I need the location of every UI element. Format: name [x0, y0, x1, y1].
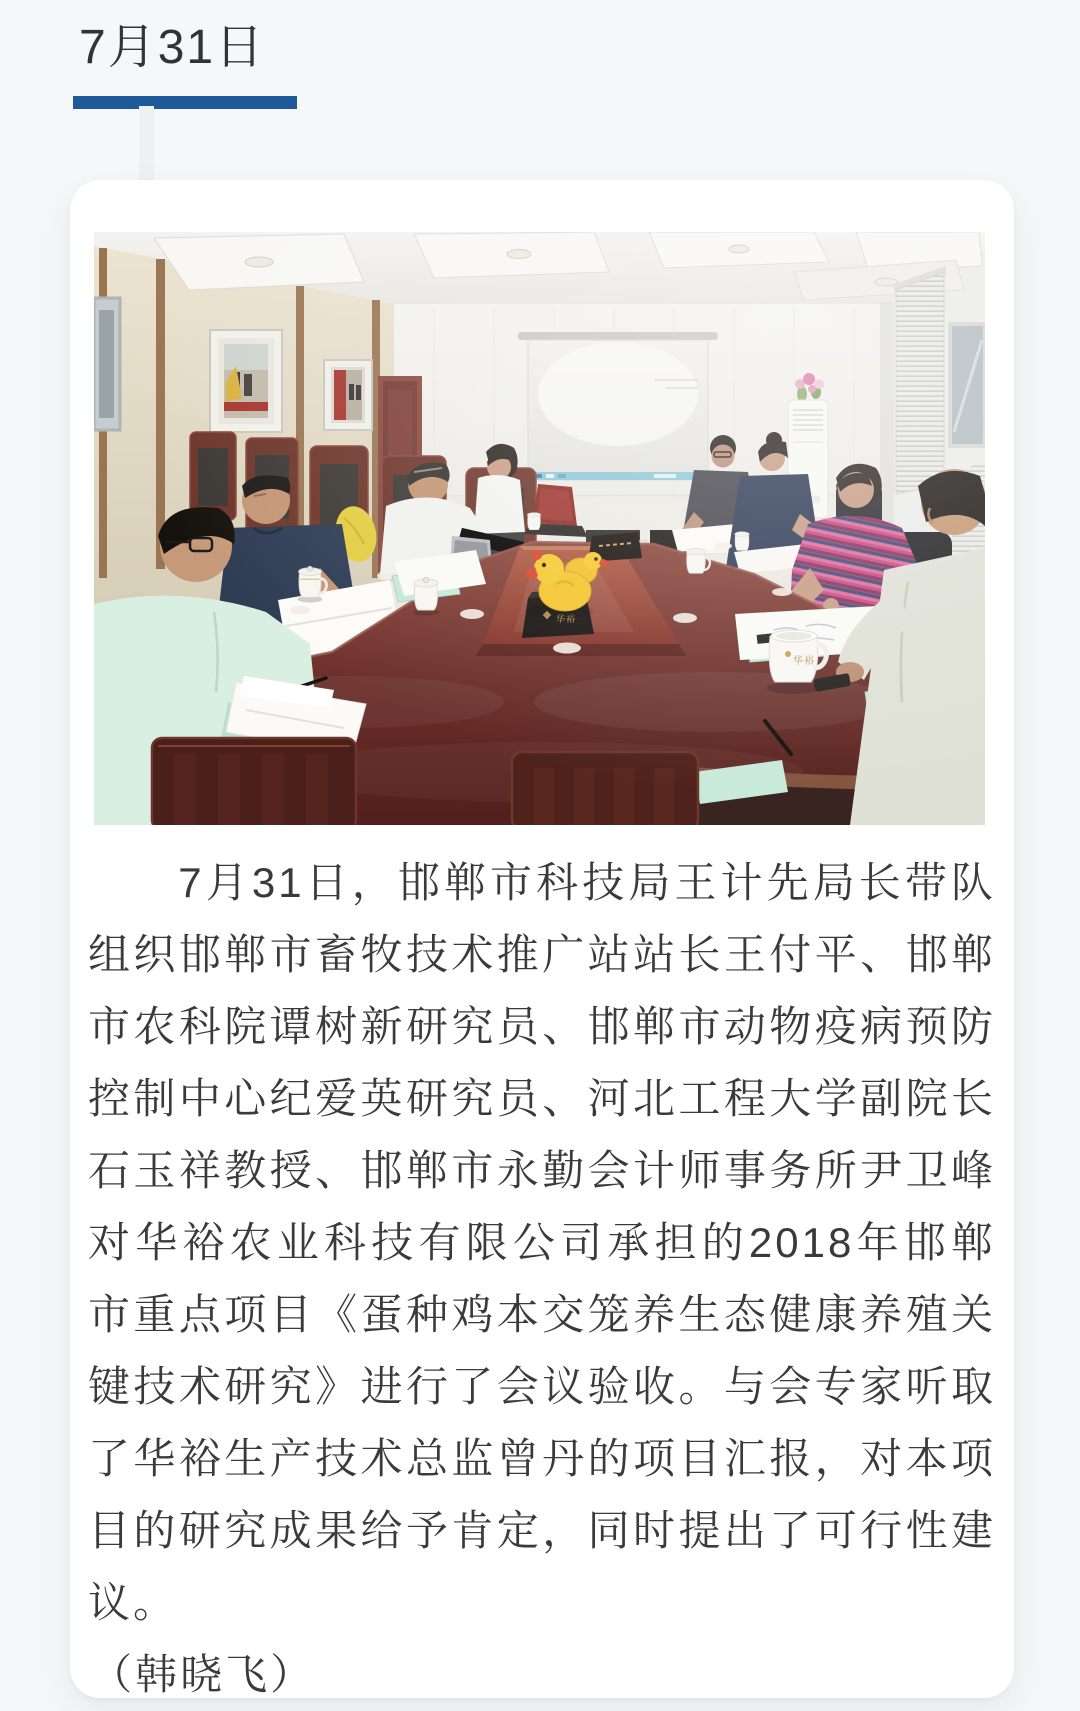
article-card	[70, 180, 1014, 1698]
photo-glare	[94, 232, 985, 825]
article-body: 7月31日，邯郸市科技局王计先局长带队组织邯郸市畜牧技术推广站站长王付平、邯郸市农科院谭树新研究员、邯郸市动物疫病预防控制中心纪爱英研究员、河北工程大学副院长石玉祥教授、邯郸市永勤会计师事务所尹卫峰对华裕农业科技有限公司承担的2018年邯郸市重点项目《蛋种鸡本交笼养生态健康养殖关键技术研究》进行了会议验收。与会专家听取了华裕生产技术总监曾丹的项目汇报，对本项目的研究成果给予肯定，同时提出了可行性建议。	[88, 859, 996, 1626]
timeline-connector	[139, 106, 154, 186]
title-underline	[73, 96, 297, 109]
meeting-photo[interactable]	[94, 232, 985, 825]
page-title: 7月31日	[79, 21, 266, 74]
article-byline: （韩晓飞）	[90, 1651, 316, 1698]
